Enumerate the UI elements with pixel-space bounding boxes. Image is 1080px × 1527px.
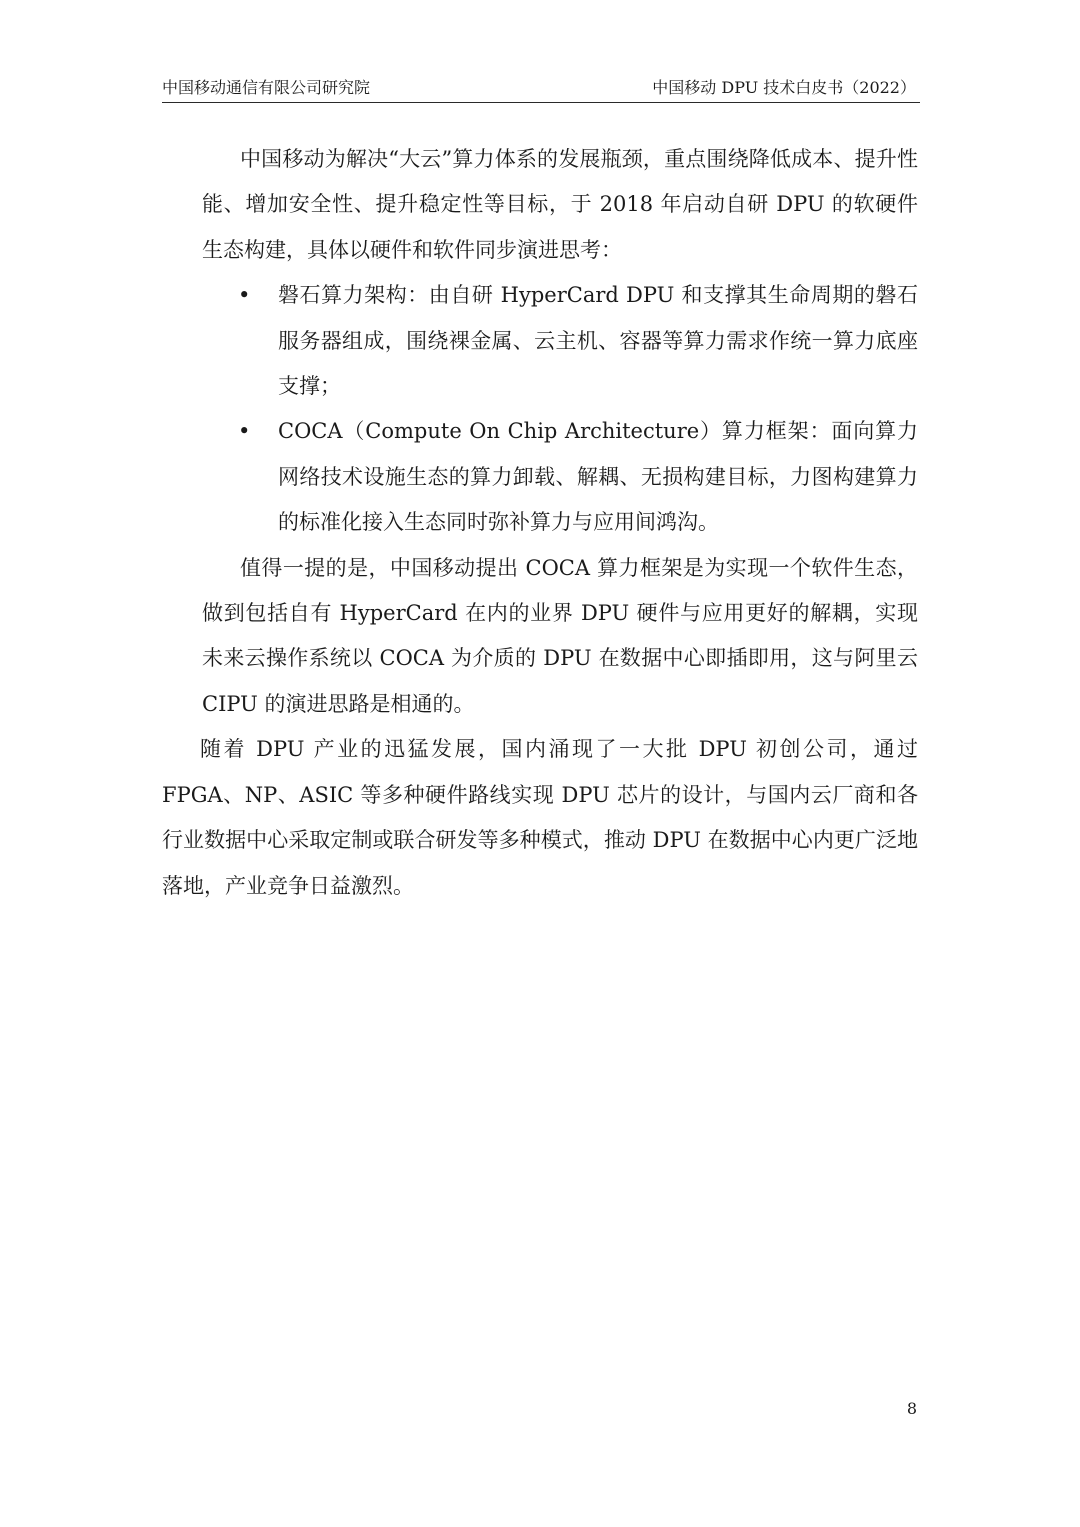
bullet-marker: • (238, 283, 251, 308)
page-number: 8 (906, 1399, 918, 1418)
page-content (162, 137, 918, 909)
header-organization: 中国移动通信有限公司研究院 (162, 78, 371, 97)
bullet-item-panshi (162, 273, 918, 409)
paragraph-intro: 中国移动为解决“大云”算力体系的发展瓶颈，重点围绕降低成本、提升性能、增加安全性、提升稳定性等目标，于 2018 年启动自研 DPU 的软硬件生态构建，具体以硬件和软件同步演进思考： (202, 147, 918, 262)
bullet-text: 磐石算力架构：由自研 HyperCard DPU 和支撑其生命周期的磐石服务器组成，围绕裸金属、云主机、容器等算力需求作统一算力底座支撑； (278, 283, 918, 399)
paragraph-coca-note: 值得一提的是，中国移动提出 COCA 算力框架是为实现一个软件生态，做到包括自有 HyperCard 在内的业界 DPU 硬件与应用更好的解耦，实现未来云操作系统以 COCA 为介质的 DPU 在数据中心即插即用，这与阿里云 CIPU 的演进思路是相通的。 (202, 555, 918, 716)
header-document-title: 中国移动 DPU 技术白皮书（2022） (652, 78, 916, 97)
page-header (162, 74, 920, 103)
bullet-marker: • (238, 419, 251, 444)
bullet-item-coca (162, 409, 918, 545)
paragraph-industry: 随着 DPU 产业的迅猛发展，国内涌现了一大批 DPU 初创公司，通过 FPGA、NP、ASIC 等多种硬件路线实现 DPU 芯片的设计，与国内云厂商和各行业数据中心采取定制或联合研发等多种模式，推动 DPU 在数据中心内更广泛地落地，产业竞争日益激烈。 (162, 737, 918, 898)
bullet-text: COCA（Compute On Chip Architecture）算力框架：面向算力网络技术设施生态的算力卸载、解耦、无损构建目标，力图构建算力的标准化接入生态同时弥补算力与应用间鸿沟。 (278, 419, 918, 535)
